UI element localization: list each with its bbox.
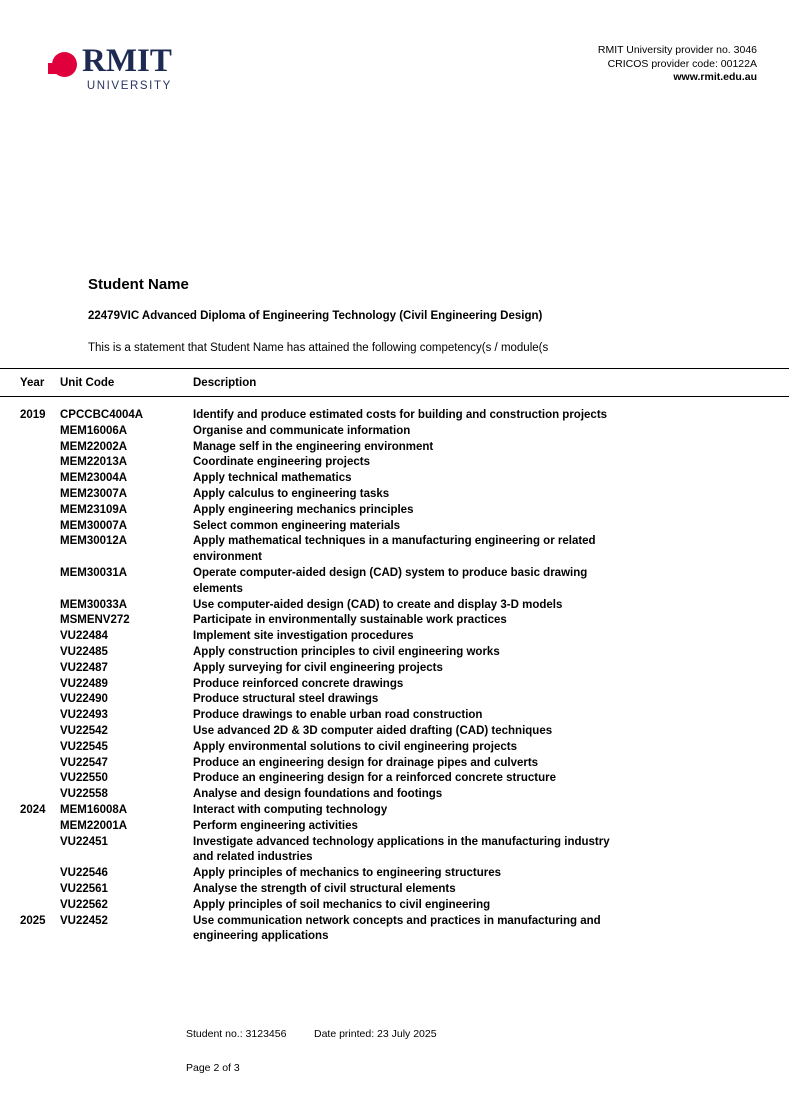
rmit-website: www.rmit.edu.au xyxy=(673,71,757,83)
footer-student-number: Student no.: 3123456 xyxy=(186,1028,287,1040)
table-row xyxy=(0,503,789,519)
cell-description: Use communication network concepts and practices in manufacturing and engineering applications xyxy=(193,914,601,943)
logo-brand-text: RMIT xyxy=(82,43,172,79)
rmit-logo-wordmark xyxy=(82,45,172,93)
table-row xyxy=(0,740,789,756)
cell-unit-code: MEM23109A xyxy=(60,503,128,516)
qualification-title: 22479VIC Advanced Diploma of Engineering Technology (Civil Engineering Design) xyxy=(88,310,543,322)
cell-description: Organise and communicate information xyxy=(193,424,411,437)
cell-description: Produce an engineering design for a reinforced concrete structure xyxy=(193,772,556,785)
table-row xyxy=(0,771,789,787)
cell-unit-code: VU22484 xyxy=(60,630,108,643)
cell-unit-code: CPCCBC4004A xyxy=(60,409,144,421)
attainment-statement: This is a statement that Student Name has attained the following competency(s / module(s xyxy=(88,342,549,354)
table-row xyxy=(0,882,789,898)
table-row xyxy=(0,756,789,772)
cell-description: Apply construction principles to civil engineering works xyxy=(193,645,500,658)
table-row xyxy=(0,819,789,835)
cell-description: Apply principles of soil mechanics to civil engineering xyxy=(193,898,491,911)
table-row xyxy=(0,471,789,487)
cell-unit-code: VU22546 xyxy=(60,867,108,880)
cell-unit-code: VU22550 xyxy=(60,772,108,785)
cell-unit-code: VU22451 xyxy=(60,835,108,848)
cell-description: Produce an engineering design for drainage pipes and culverts xyxy=(193,756,539,769)
cell-unit-code: MEM30033A xyxy=(60,598,128,611)
rmit-logo xyxy=(48,45,172,93)
cell-unit-code: VU22493 xyxy=(60,709,108,722)
cell-description: Apply mathematical techniques in a manufacturing engineering or related environment xyxy=(193,535,596,564)
cell-description: Apply engineering mechanics principles xyxy=(193,503,414,516)
table-row xyxy=(0,692,789,708)
footer-date-printed: Date printed: 23 July 2025 xyxy=(314,1028,437,1040)
table-row xyxy=(0,898,789,914)
cell-unit-code: MEM16008A xyxy=(60,803,128,816)
table-row xyxy=(0,440,789,456)
cell-description: Apply calculus to engineering tasks xyxy=(193,487,390,500)
cell-description: Identify and produce estimated costs for building and construction projects xyxy=(193,409,608,421)
student-details xyxy=(88,275,728,356)
table-row xyxy=(0,534,789,566)
table-row xyxy=(0,487,789,503)
cell-unit-code: VU22452 xyxy=(60,914,108,927)
column-header-unit-code: Unit Code xyxy=(60,377,115,389)
column-header-year: Year xyxy=(20,377,45,389)
table-row xyxy=(0,803,789,819)
table-body xyxy=(0,397,789,945)
table-row xyxy=(0,455,789,471)
cell-description: Apply environmental solutions to civil engineering projects xyxy=(193,740,517,753)
cell-unit-code: MEM22013A xyxy=(60,456,128,469)
page-header xyxy=(0,40,789,100)
table-row xyxy=(0,787,789,803)
cell-unit-code: VU22558 xyxy=(60,788,108,801)
cell-description: Produce reinforced concrete drawings xyxy=(193,677,404,690)
table-row xyxy=(0,708,789,724)
cell-description: Participate in environmentally sustainable work practices xyxy=(193,614,507,627)
table-row xyxy=(0,661,789,677)
table-row xyxy=(0,645,789,661)
logo-subtitle-text: UNIVERSITY xyxy=(86,80,172,92)
cell-description: Interact with computing technology xyxy=(193,803,388,816)
student-name: Student Name xyxy=(88,276,189,293)
cell-unit-code: MEM30031A xyxy=(60,566,128,579)
cell-description: Analyse the strength of civil structural elements xyxy=(193,882,456,895)
logo-square-notch-shape xyxy=(48,63,59,74)
cell-unit-code: VU22547 xyxy=(60,756,108,769)
table-row xyxy=(0,835,789,867)
cell-unit-code: MEM30012A xyxy=(60,535,128,548)
cell-unit-code: MEM22002A xyxy=(60,440,128,453)
cell-description: Select common engineering materials xyxy=(193,519,401,532)
table-row xyxy=(0,724,789,740)
cell-unit-code: MEM16006A xyxy=(60,424,128,437)
cell-description: Coordinate engineering projects xyxy=(193,456,370,469)
table-row xyxy=(0,613,789,629)
footer-page-number: Page 2 of 3 xyxy=(186,1062,240,1074)
footer-info-line xyxy=(186,1027,437,1041)
cell-description: Manage self in the engineering environment xyxy=(193,440,434,453)
cell-year: 2025 xyxy=(20,914,46,927)
table-row xyxy=(0,424,789,440)
cell-unit-code: VU22561 xyxy=(60,882,108,895)
cell-description: Perform engineering activities xyxy=(193,819,358,832)
column-header-description: Description xyxy=(193,377,257,389)
cell-description: Produce drawings to enable urban road construction xyxy=(193,709,483,722)
cell-description: Use advanced 2D & 3D computer aided drafting (CAD) techniques xyxy=(193,724,553,737)
cell-unit-code: VU22487 xyxy=(60,661,108,674)
cell-description: Apply surveying for civil engineering projects xyxy=(193,661,443,674)
page-footer xyxy=(186,1027,437,1075)
cell-description: Use computer-aided design (CAD) to create and display 3-D models xyxy=(193,598,563,611)
provider-info xyxy=(598,44,757,85)
cell-unit-code: MEM23004A xyxy=(60,472,128,485)
cell-description: Produce structural steel drawings xyxy=(193,693,379,706)
provider-number: RMIT University provider no. 3046 xyxy=(597,44,757,56)
table-row xyxy=(0,866,789,882)
table-header-row xyxy=(0,369,789,396)
cell-year: 2019 xyxy=(20,409,46,421)
table-row xyxy=(0,914,789,946)
table-row xyxy=(0,566,789,598)
cell-unit-code: MEM30007A xyxy=(60,519,128,532)
cell-unit-code: VU22485 xyxy=(60,645,108,658)
cell-unit-code: VU22545 xyxy=(60,740,108,753)
table-row xyxy=(0,519,789,535)
cell-year: 2024 xyxy=(20,803,46,816)
cell-description: Analyse and design foundations and footings xyxy=(193,788,443,801)
cell-description: Apply technical mathematics xyxy=(193,472,352,485)
cell-unit-code: VU22490 xyxy=(60,693,108,706)
cell-unit-code: MEM22001A xyxy=(60,819,128,832)
table-row xyxy=(0,629,789,645)
table-row xyxy=(0,408,789,424)
cell-description: Apply principles of mechanics to engineering structures xyxy=(193,867,502,880)
cell-description: Operate computer-aided design (CAD) system to produce basic drawing elements xyxy=(193,566,588,595)
rmit-logo-mark-icon xyxy=(48,50,78,80)
table-row xyxy=(0,677,789,693)
table-row xyxy=(0,598,789,614)
cell-unit-code: MSMENV272 xyxy=(60,614,130,627)
cell-unit-code: VU22489 xyxy=(60,677,108,690)
cell-unit-code: MEM23007A xyxy=(60,487,128,500)
cell-unit-code: VU22562 xyxy=(60,898,108,911)
competency-table xyxy=(0,368,789,945)
cricos-code: CRICOS provider code: 00122A xyxy=(607,57,757,70)
cell-description: Investigate advanced technology applications in the manufacturing industry and related industries xyxy=(193,835,610,864)
cell-unit-code: VU22542 xyxy=(60,724,108,737)
cell-description: Implement site investigation procedures xyxy=(193,630,414,643)
